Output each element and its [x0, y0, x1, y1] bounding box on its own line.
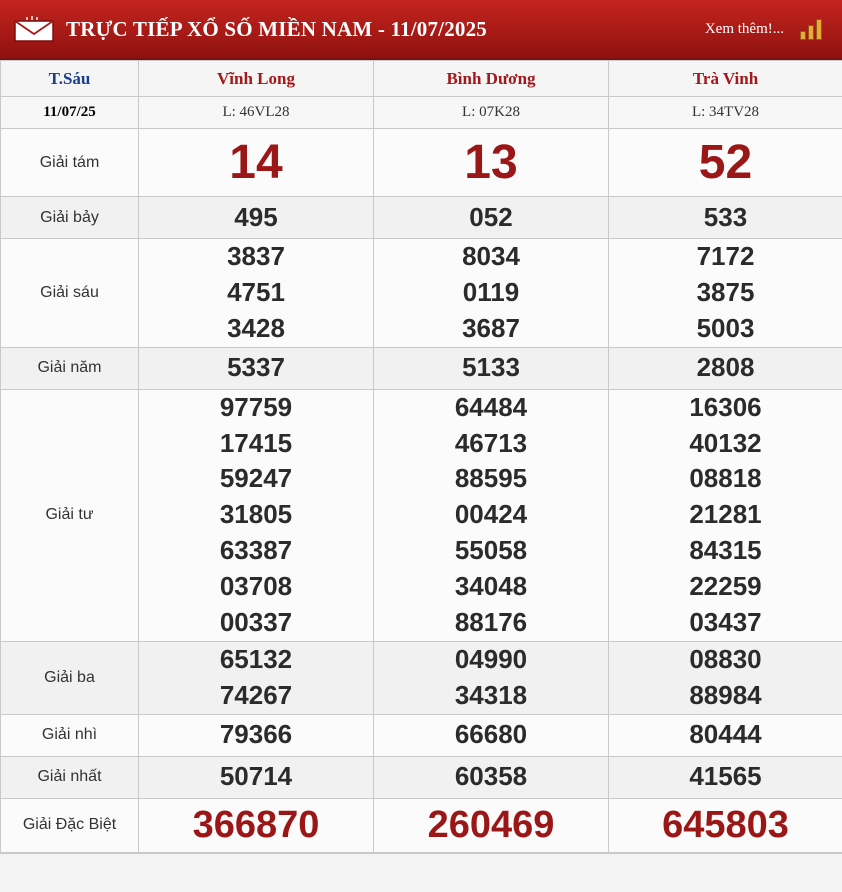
prize-values-7-0 [139, 197, 374, 239]
prize-number: 74267 [219, 679, 293, 710]
prize-number: 84315 [689, 535, 762, 566]
see-more-link[interactable]: Xem thêm!... [704, 20, 784, 37]
prize-number: 88595 [454, 463, 528, 494]
prize-number: 14 [229, 135, 283, 189]
prize-number: 59247 [219, 463, 293, 494]
province-header-1[interactable]: Bình Dương [374, 61, 609, 97]
table-header-row [1, 61, 842, 97]
prize-values-1-2 [609, 756, 842, 798]
prize-values-2-2 [609, 714, 842, 756]
table-row [1, 756, 842, 798]
prize-values-special-2 [609, 798, 842, 852]
prize-number: 63387 [219, 535, 293, 566]
prize-values-8-1 [374, 129, 609, 197]
table-row [1, 641, 842, 714]
prize-values-8-2 [609, 129, 842, 197]
prize-values-6-1 [374, 239, 609, 348]
prize-number: 31805 [219, 499, 293, 530]
prize-number: 13 [464, 135, 518, 189]
prize-number: 88176 [454, 606, 528, 637]
prize-number: 00424 [454, 499, 528, 530]
license-1: L: 07K28 [374, 97, 609, 129]
prize-values-3-1 [374, 641, 609, 714]
lottery-results-table [0, 60, 842, 853]
prize-values-special-0 [139, 798, 374, 852]
weekday-header: T.Sáu [1, 61, 139, 97]
prize-number: 97759 [219, 391, 293, 422]
prize-number: 0119 [462, 276, 520, 307]
table-row [1, 239, 842, 348]
prize-number: 3837 [227, 241, 285, 271]
prize-number: 41565 [689, 761, 762, 792]
prize-values-1-0 [139, 756, 374, 798]
prize-values-4-1 [374, 389, 609, 641]
prize-number: 5133 [462, 352, 520, 383]
prize-number: 3428 [227, 312, 285, 343]
envelope-icon [14, 16, 54, 42]
prize-number: 65132 [219, 643, 293, 674]
prize-label-5: Giải năm [1, 347, 139, 389]
prize-values-8-0 [139, 129, 374, 197]
prize-label-6: Giải sáu [1, 239, 139, 348]
prize-number: 64484 [454, 391, 528, 422]
prize-number: 34318 [454, 679, 528, 710]
prize-values-6-0 [139, 239, 374, 348]
table-row [1, 714, 842, 756]
table-row [1, 197, 842, 239]
prize-number: 50714 [219, 761, 293, 792]
prize-number: 7172 [696, 241, 755, 271]
prize-number: 366870 [192, 803, 320, 846]
prize-number: 2808 [696, 352, 755, 383]
prize-number: 00337 [219, 606, 293, 637]
prize-number: 04990 [454, 643, 528, 674]
prize-label-7: Giải bảy [1, 197, 139, 239]
prize-number: 34048 [454, 571, 528, 601]
prize-number: 260469 [427, 803, 555, 846]
prize-number: 66680 [454, 719, 528, 750]
prize-values-special-1 [374, 798, 609, 852]
draw-date: 11/07/25 [1, 97, 139, 129]
prize-values-1-1 [374, 756, 609, 798]
license-row [1, 97, 842, 129]
prize-number: 08830 [689, 643, 762, 674]
province-header-0[interactable]: Vĩnh Long [139, 61, 374, 97]
table-row [1, 129, 842, 197]
prize-label-1: Giải nhất [1, 756, 139, 798]
prize-number: 22259 [689, 571, 762, 601]
prize-number: 17415 [219, 427, 293, 458]
prize-label-3: Giải ba [1, 641, 139, 714]
prize-values-7-1 [374, 197, 609, 239]
prize-label-4: Giải tư [1, 389, 139, 641]
prize-number: 3687 [462, 312, 520, 343]
prize-number: 46713 [454, 427, 528, 458]
table-row [1, 798, 842, 852]
prize-number: 08818 [689, 463, 762, 494]
prize-number: 60358 [454, 761, 528, 792]
bottom-divider [0, 853, 842, 867]
prize-number: 495 [234, 201, 278, 232]
prize-number: 5003 [696, 312, 755, 343]
license-0: L: 46VL28 [139, 97, 374, 129]
prize-number: 16306 [689, 391, 762, 422]
results-table-wrapper [0, 60, 842, 867]
prize-number: 5337 [227, 352, 285, 383]
bar-chart-icon[interactable] [800, 18, 824, 40]
prize-number: 4751 [227, 276, 285, 307]
prize-values-2-1 [374, 714, 609, 756]
prize-number: 03437 [689, 606, 762, 637]
prize-number: 40132 [689, 427, 762, 458]
page-header [0, 0, 842, 60]
prize-label-2: Giải nhì [1, 714, 139, 756]
prize-number: 533 [703, 201, 748, 232]
prize-values-5-0 [139, 347, 374, 389]
prize-number: 052 [469, 201, 513, 232]
prize-number: 03708 [219, 571, 293, 601]
prize-values-3-0 [139, 641, 374, 714]
prize-number: 80444 [689, 719, 762, 750]
prize-values-4-0 [139, 389, 374, 641]
table-row [1, 347, 842, 389]
prize-number: 21281 [689, 499, 762, 530]
prize-label-8: Giải tám [1, 129, 139, 197]
prize-number: 88984 [689, 679, 762, 710]
prize-label-special: Giải Đặc Biệt [1, 798, 139, 852]
prize-number: 52 [698, 135, 753, 189]
prize-values-7-2 [609, 197, 842, 239]
table-row [1, 389, 842, 641]
province-header-2[interactable]: Trà Vinh [609, 61, 842, 97]
license-2: L: 34TV28 [609, 97, 842, 129]
prize-values-2-0 [139, 714, 374, 756]
prize-number: 645803 [662, 803, 789, 846]
prize-number: 8034 [462, 241, 520, 271]
prize-number: 79366 [219, 719, 293, 750]
prize-number: 55058 [454, 535, 528, 566]
prize-values-5-1 [374, 347, 609, 389]
prize-values-3-2 [609, 641, 842, 714]
prize-values-6-2 [609, 239, 842, 348]
prize-number: 3875 [696, 276, 755, 307]
prize-values-4-2 [609, 389, 842, 641]
prize-values-5-2 [609, 347, 842, 389]
page-title: TRỰC TIẾP XỔ SỐ MIỀN NAM - 11/07/2025 [66, 16, 488, 41]
